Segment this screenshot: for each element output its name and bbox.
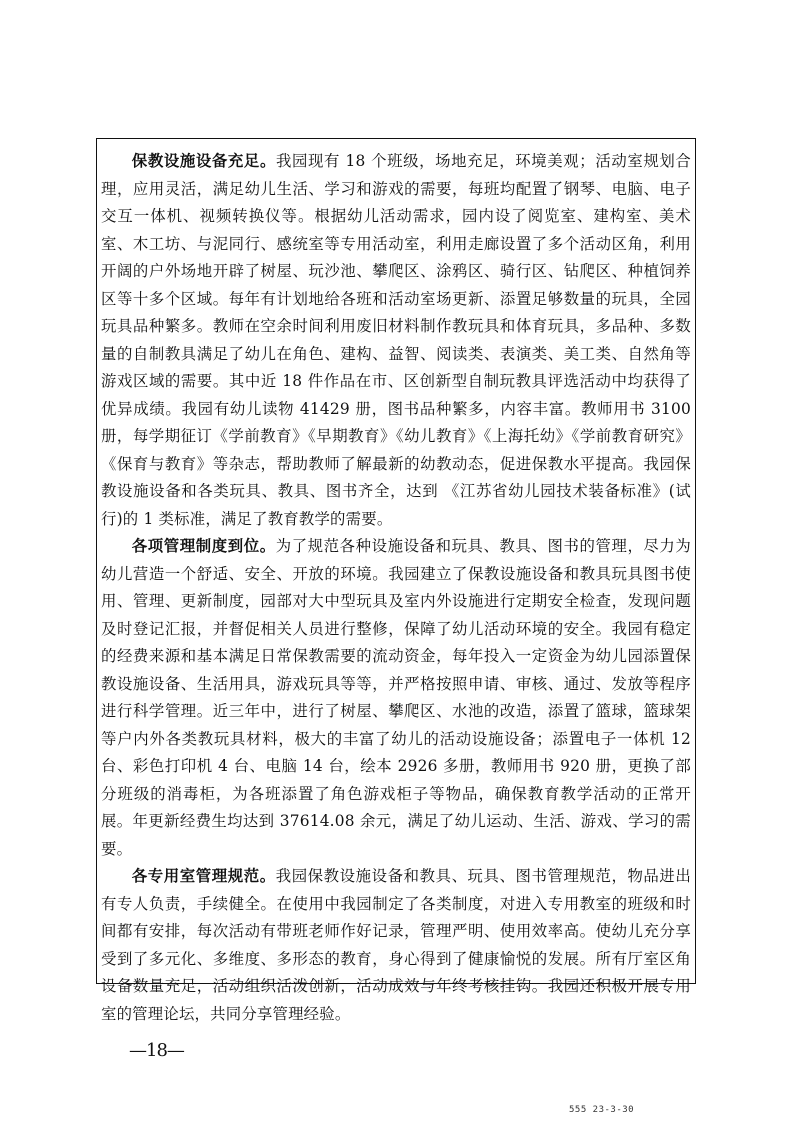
- paragraph-body: 我园现有 18 个班级，场地充足，环境美观；活动室规划合理，应用灵活，满足幼儿生活、学习和游戏的需要，每班均配置了钢琴、电脑、电子交互一体机、视频转换仪等。根据幼儿活动需求，园内设了阅览室、建构室、美术室、木工坊、与泥同行、感统室等专用活动室，利用走廊设置了多个活动区角，利用开阔的户外场地开辟了树屋、玩沙池、攀爬区、涂鸦区、骑行区、钻爬区、种植饲养区等十多个区域。每年有计划地给各班和活动室场更新、添置足够数量的玩具，全园玩具品种繁多。教师在空余时间利用废旧材料制作教玩具和体育玩具，多品种、多数量的自制教具满足了幼儿在角色、建构、益智、阅读类、表演类、美工类、自然角等游戏区域的需要。其中近 18 件作品在市、区创新型自制玩教具评选活动中均获得了优异成绩。我园有幼儿读物 41429 册，图书品种繁多，内容丰富。教师用书 3100 册，每学期征订《学前教育》《早期教育》《幼儿教育》《上海托幼》《学前教育研究》《保育与教育》等杂志，帮助教师了解最新的幼教动态，促进保教水平提高。我园保教设施设备和各类玩具、教具、图书齐全，达到 《江苏省幼儿园技术装备标准》(试行)的 1 类标准，满足了教育教学的需要。: [101, 152, 691, 528]
- paragraph-special-rooms: [101, 863, 691, 1028]
- paragraph-facilities: [101, 148, 691, 533]
- content-box: [96, 138, 696, 1023]
- paragraph-body: 我园保教设施设备和教具、玩具、图书管理规范，物品进出有专人负责，手续健全。在使用中我园制定了各类制度，对进入专用教室的班级和时间都有安排，每次活动有带班老师作好记录，管理严明、使用效率高。使幼儿充分享受到了多元化、多维度、多形态的教育，身心得到了健康愉悦的发展。所有厅室区角设备数量充足，活动组织活泼创新，活动成效与年终考核挂钩。我园还积极开展专用室的管理论坛，共同分享管理经验。: [101, 867, 691, 1023]
- paragraph-body: 为了规范各种设施设备和玩具、教具、图书的管理，尽力为幼儿营造一个舒适、安全、开放的环境。我园建立了保教设施设备和教具玩具图书使用、管理、更新制度，园部对大中型玩具及室内外设施进行定期安全检查，发现问题及时登记汇报，并督促相关人员进行整修，保障了幼儿活动环境的安全。我园有稳定的经费来源和基本满足日常保教需要的流动资金，每年投入一定资金为幼儿园添置保教设施设备、生活用具，游戏玩具等等，并严格按照申请、审核、通过、发放等程序进行科学管理。近三年中，进行了树屋、攀爬区、水池的改造，添置了篮球，篮球架等户内外各类教玩具材料，极大的丰富了幼儿的活动设施设备；添置电子一体机 12台、彩色打印机 4 台、电脑 14 台，绘本 2926 多册，教师用书 920 册，更换了部分班级的消毒柜，为各班添置了角色游戏柜子等物品，确保教育教学活动的正常开展。年更新经费生均达到 37614.08 余元，满足了幼儿运动、生活、游戏、学习的需要。: [101, 537, 691, 858]
- paragraph-management: [101, 533, 691, 863]
- paragraph-lead: 各项管理制度到位。: [131, 537, 276, 555]
- page-number: —18—: [129, 1040, 184, 1061]
- paragraph-lead: 保教设施设备充足。: [131, 152, 276, 170]
- paragraph-lead: 各专用室管理规范。: [131, 867, 276, 885]
- print-code: 555 23-3-30: [569, 1105, 635, 1115]
